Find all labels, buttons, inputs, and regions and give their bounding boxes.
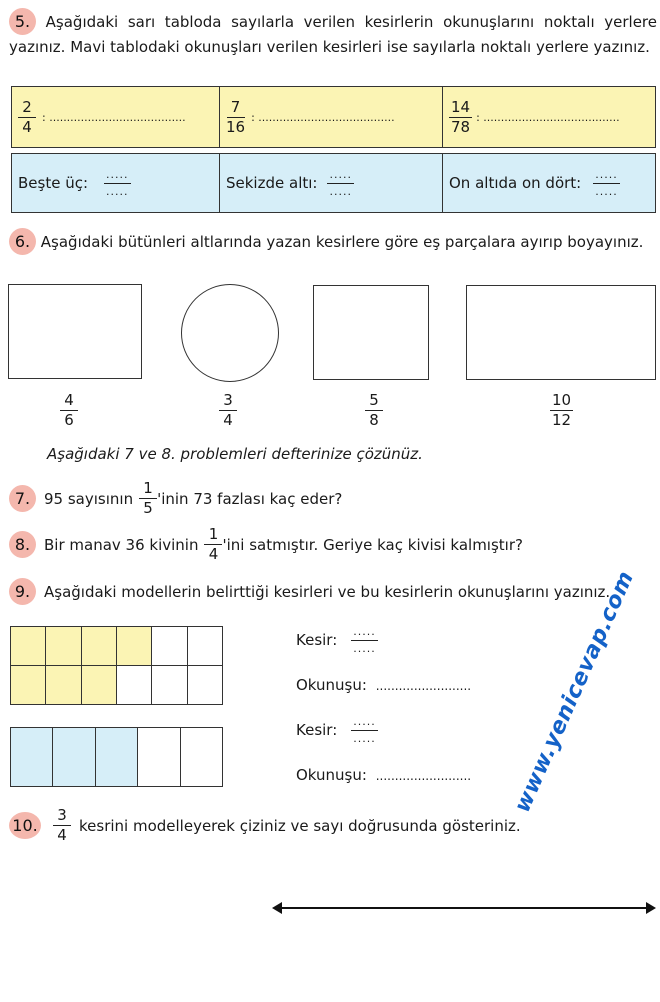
number-line[interactable] bbox=[268, 898, 660, 918]
model1-cell bbox=[81, 665, 117, 705]
whole-circle[interactable] bbox=[181, 284, 279, 382]
okunus-label: Okunuşu: bbox=[296, 676, 367, 694]
model1-cell bbox=[45, 665, 81, 705]
answer-1-okunus bbox=[296, 676, 471, 694]
q8-block bbox=[9, 527, 523, 562]
q10-instruction: kesrini modelleyerek çiziniz ve sayı doğrusunda gösteriniz. bbox=[79, 816, 521, 835]
q8-text-pre: Bir manav 36 kivinin bbox=[44, 535, 199, 554]
model1-cell bbox=[10, 626, 46, 666]
answer-1-kesir bbox=[296, 626, 378, 654]
reading-label: On altıda on dört: bbox=[449, 174, 582, 192]
q7-number-badge: 7. bbox=[9, 485, 36, 512]
q9-instruction: Aşağıdaki modellerin belirttiği kesirleri ve bu kesirlerin okunuşlarını yazınız. bbox=[44, 582, 611, 601]
model2-cell bbox=[95, 727, 138, 787]
kesir-label: Kesir: bbox=[296, 631, 338, 649]
kesir-label: Kesir: bbox=[296, 721, 338, 739]
fraction-1-4: $\frac{1}{4}$ bbox=[204, 527, 222, 562]
q10-number-badge: 10. bbox=[9, 812, 41, 839]
model2-cell bbox=[137, 727, 180, 787]
q7-text-pre: 95 sayısının bbox=[44, 489, 134, 508]
yellow-cell-3 bbox=[442, 86, 656, 148]
q6-block bbox=[9, 228, 657, 255]
model2-cell bbox=[10, 727, 53, 787]
answer-2-kesir bbox=[296, 716, 378, 744]
fraction-2-4: $\frac{2}{4}$ bbox=[18, 100, 36, 135]
q7-block bbox=[9, 481, 342, 516]
fraction-3-4: $\frac{3}{4}$ bbox=[219, 393, 237, 428]
yellow-cell-2 bbox=[219, 86, 444, 148]
fraction-3-4: $\frac{3}{4}$ bbox=[53, 808, 71, 843]
fraction-blank[interactable]: $\frac{.....}{.....}$ bbox=[595, 168, 618, 198]
model1-cell bbox=[151, 626, 187, 666]
q5-block bbox=[9, 8, 657, 59]
q5-text bbox=[9, 8, 657, 59]
blue-cell-1 bbox=[11, 153, 221, 213]
whole-square[interactable] bbox=[313, 285, 429, 380]
q5-instruction: Aşağıdaki sarı tabloda sayılarla verilen kesirlerin okunuşlarını noktalı yerlere yazınız. Mavi tablodaki okunuşları verilen kesirleri ise sayılarla noktalı yerlere yazınız. bbox=[9, 13, 657, 56]
q8-number-badge: 8. bbox=[9, 531, 36, 558]
blue-cell-3 bbox=[442, 153, 656, 213]
kesir-blank[interactable]: $\frac{.....}{.....}$ bbox=[353, 715, 376, 745]
model2-cell bbox=[180, 727, 223, 787]
okunus-label: Okunuşu: bbox=[296, 766, 367, 784]
model1-cell bbox=[116, 626, 152, 666]
fraction-blank[interactable]: $\frac{.....}{.....}$ bbox=[106, 168, 129, 198]
model1-cell bbox=[45, 626, 81, 666]
okunus-blank[interactable]: ......................... bbox=[375, 679, 472, 693]
answer-2-okunus bbox=[296, 766, 471, 784]
model2-cell bbox=[52, 727, 95, 787]
q6-text bbox=[9, 228, 657, 255]
arrow-right-icon bbox=[646, 902, 656, 914]
fraction-7-16: $\frac{7}{16}$ bbox=[226, 97, 246, 136]
kesir-blank[interactable]: $\frac{.....}{.....}$ bbox=[353, 625, 376, 655]
reading-blank[interactable]: : ....................................... bbox=[42, 110, 186, 124]
q5-number-badge: 5. bbox=[9, 8, 36, 35]
yellow-cell-1 bbox=[11, 86, 221, 148]
q10-block bbox=[9, 808, 521, 843]
watermark: www.yenicevap.com bbox=[510, 567, 640, 817]
reading-label: Sekizde altı: bbox=[226, 174, 318, 192]
reading-blank[interactable]: : ....................................... bbox=[251, 110, 395, 124]
q6-number-badge: 6. bbox=[9, 228, 36, 255]
q9-block bbox=[9, 578, 610, 605]
model1-cell bbox=[81, 626, 117, 666]
fraction-1-5: $\frac{1}{5}$ bbox=[139, 481, 157, 516]
whole-rectangle-1[interactable] bbox=[8, 284, 142, 379]
q7-text-post: 'inin 73 fazlası kaç eder? bbox=[157, 489, 343, 508]
model1-cell bbox=[187, 665, 223, 705]
q9-number-badge: 9. bbox=[9, 578, 36, 605]
reading-label: Beşte üç: bbox=[18, 174, 89, 192]
arrow-left-icon bbox=[272, 902, 282, 914]
reading-blank[interactable]: : ....................................... bbox=[476, 110, 620, 124]
fraction-14-78: $\frac{14}{78}$ bbox=[451, 97, 471, 136]
q8-text-post: 'ini satmıştır. Geriye kaç kivisi kalmıştır? bbox=[222, 535, 523, 554]
fraction-4-6: $\frac{4}{6}$ bbox=[60, 393, 78, 428]
whole-rectangle-2[interactable] bbox=[466, 285, 656, 380]
model1-cell bbox=[10, 665, 46, 705]
fraction-5-8: $\frac{5}{8}$ bbox=[365, 393, 383, 428]
fraction-10-12: $\frac{10}{12}$ bbox=[552, 391, 572, 429]
fraction-blank[interactable]: $\frac{.....}{.....}$ bbox=[329, 168, 352, 198]
model1-cell bbox=[151, 665, 187, 705]
instruction-7-8: Aşağıdaki 7 ve 8. problemleri defterinize çözünüz. bbox=[47, 445, 423, 463]
q6-instruction: Aşağıdaki bütünleri altlarında yazan kesirlere göre eş parçalara ayırıp boyayınız. bbox=[40, 233, 644, 251]
model-grid-1 bbox=[10, 626, 222, 704]
model-strip-2 bbox=[10, 727, 222, 787]
blue-cell-2 bbox=[219, 153, 444, 213]
model1-cell bbox=[116, 665, 152, 705]
model1-cell bbox=[187, 626, 223, 666]
okunus-blank[interactable]: ......................... bbox=[375, 769, 472, 783]
